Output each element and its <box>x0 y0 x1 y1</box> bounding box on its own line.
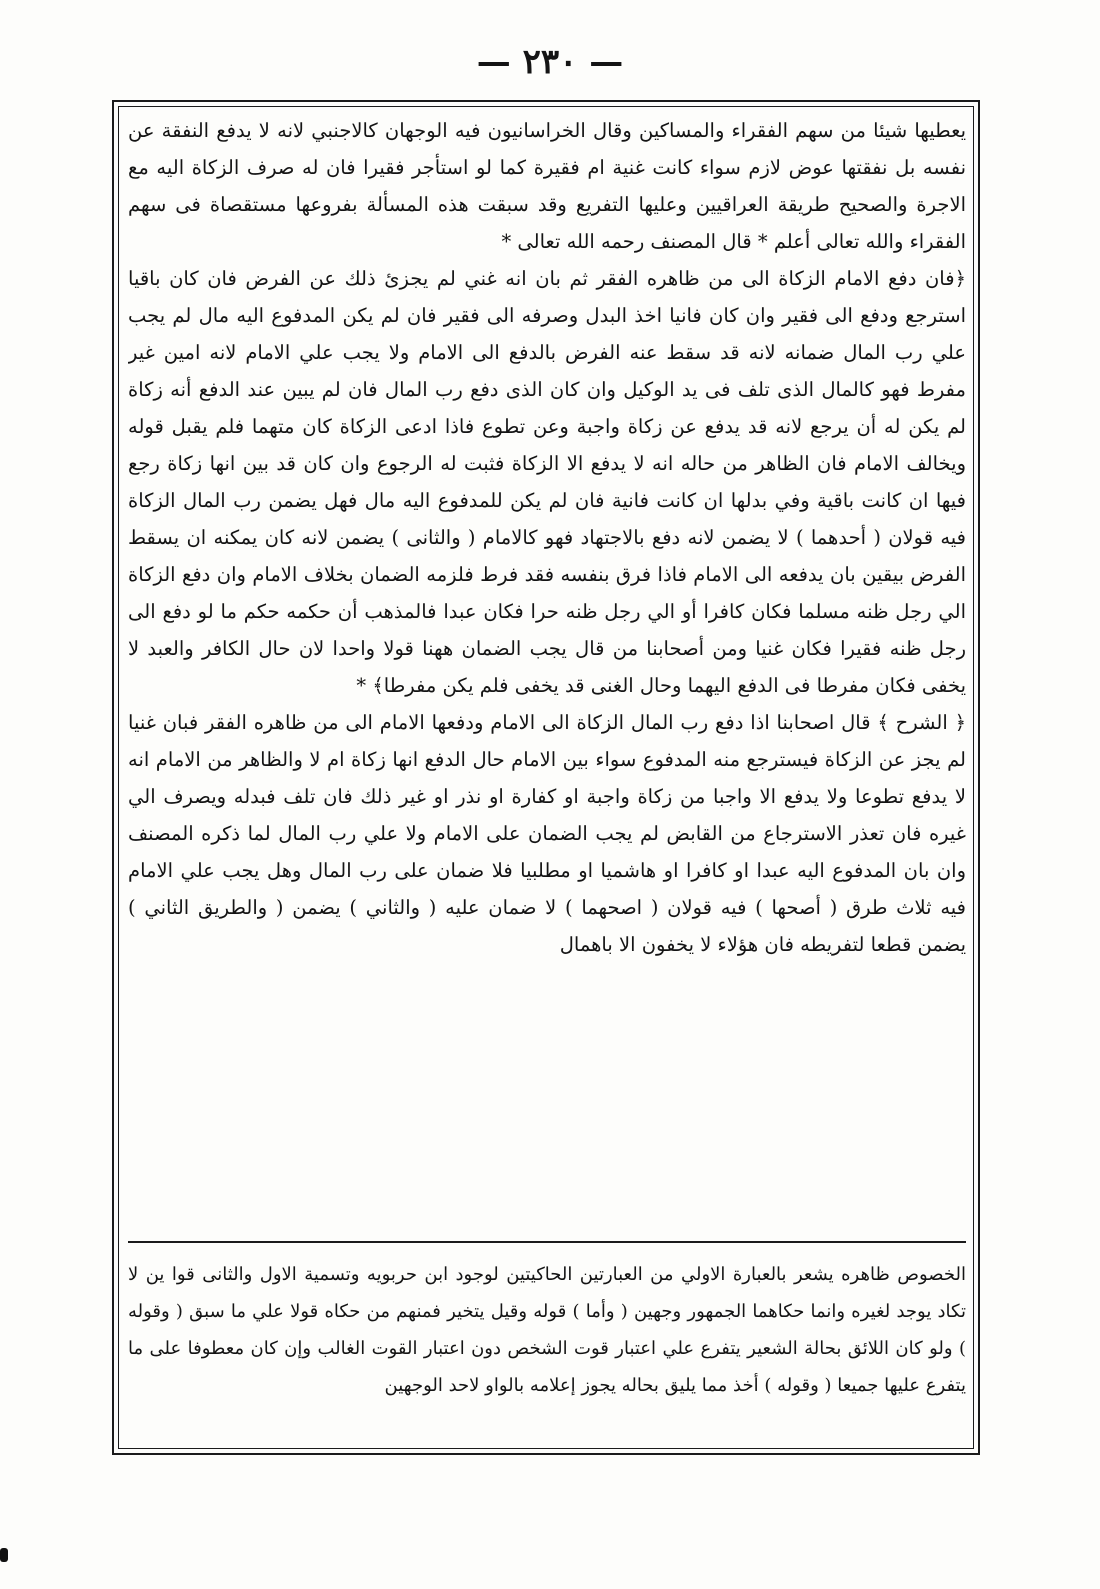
footnote-paragraph: الخصوص ظاهره يشعر بالعبارة الاولي من العبارتين الحاكيتين لوجود ابن حربويه وتسمية الاول والثانى قوا ين لا تكاد يوجد لغيره وانما حكاهما الجمهور وجهين ( وأما ) قوله وقيل يتخير فمنهم من حكاه قولا علي ما سبق ( وقوله ) ولو كان اللائق بحالة الشعير يتفرع علي اعتبار قوت الشخص دون اعتبار القوت الغالب وإن كان معطوفا على ما يتفرع عليها جميعا ( وقوله ) أخذ مما يليق بحاله يجوز إعلامه بالواو لاحد الوجهين <box>128 1264 966 1396</box>
scan-speck <box>0 1548 8 1562</box>
page-number: — ٢٣٠ — <box>476 42 624 82</box>
footnote-separator <box>128 1241 966 1243</box>
footnote-block <box>128 1256 966 1441</box>
main-paragraph: ﴿فان دفع الامام الزكاة الى من ظاهره الفقر ثم بان انه غني لم يجزئ ذلك عن الفرض فان كان باقيا استرجع ودفع الى فقير وان كان فانيا اخذ البدل وصرفه الى فقير فان لم يكن المدفوع اليه مال لم يجب علي رب المال ضمانه لانه قد سقط عنه الفرض بالدفع الى الامام ولا يجب علي الامام لانه امين غير مفرط فهو كالمال الذى تلف فى يد الوكيل وان كان الذى دفع رب المال فان لم يبين عند الدفع أنه زكاة لم يكن له أن يرجع لانه قد يدفع عن زكاة واجبة وعن تطوع فاذا ادعى الزكاة كان متهما فلم يقبل قوله ويخالف الامام فان الظاهر من حاله انه لا يدفع الا الزكاة فثبت له الرجوع وان كان قد بين انها زكاة رجع فيها ان كانت باقية وفي بدلها ان كانت فانية فان لم يكن للمدفوع اليه مال فهل يضمن رب المال الزكاة فيه قولان ( أحدهما ) لا يضمن لانه دفع بالاجتهاد فهو كالامام ( والثانى ) يضمن لانه كان يمكنه ان يسقط الفرض بيقين بان يدفعه الى الامام فاذا فرق بنفسه فقد فرط فلزمه الضمان بخلاف الامام وان دفع الزكاة الي رجل ظنه مسلما فكان كافرا أو الي رجل ظنه حرا فكان عبدا فالمذهب أن حكمه حكم ما لو دفع الى رجل ظنه فقيرا فكان غنيا ومن أصحابنا من قال يجب الضمان ههنا قولا واحدا لان حال الكافر والعبد لا يخفى فكان مفرطا فى الدفع اليهما وحال الغنى قد يخفى فلم يكن مفرطا﴾ * <box>128 267 966 697</box>
main-paragraph: ﴿ الشرح ﴾ قال اصحابنا اذا دفع رب المال الزكاة الى الامام ودفعها الامام الى من ظاهره الفقر فبان غنيا لم يجز عن الزكاة فيسترجع منه المدفوع سواء بين الامام حال الدفع انها زكاة ام لا والظاهر من الامام انه لا يدفع تطوعا ولا يدفع الا واجبا من زكاة واجبة او كفارة او نذر او غير ذلك فان تلف فبدله ويصرف الي غيره فان تعذر الاسترجاع من القابض لم يجب الضمان على الامام ولا علي رب المال لما ذكره المصنف وان بان المدفوع اليه عبدا او كافرا او هاشميا او مطلبيا فلا ضمان على رب المال وهل يجب علي الامام فيه ثلاث طرق ( أصحها ) فيه قولان ( اصحهما ) لا ضمان عليه ( والثاني ) يضمن ( والطريق الثاني ) يضمن قطعا لتفريطه فان هؤلاء لا يخفون الا باهمال <box>128 711 966 956</box>
main-text-block <box>128 112 966 1222</box>
main-paragraph: يعطيها شيئا من سهم الفقراء والمساكين وقال الخراسانيون فيه الوجهان كالاجنبي لانه لا يدفع النفقة عن نفسه بل نفقتها عوض لازم سواء كانت غنية ام فقيرة كما لو استأجر فقيرا فان له صرف الزكاة اليه مع الاجرة والصحيح طريقة العراقيين وعليها التفريع وقد سبقت هذه المسألة بفروعها مستقصاة فى سهم الفقراء والله تعالى أعلم * قال المصنف رحمه الله تعالى * <box>128 119 966 253</box>
